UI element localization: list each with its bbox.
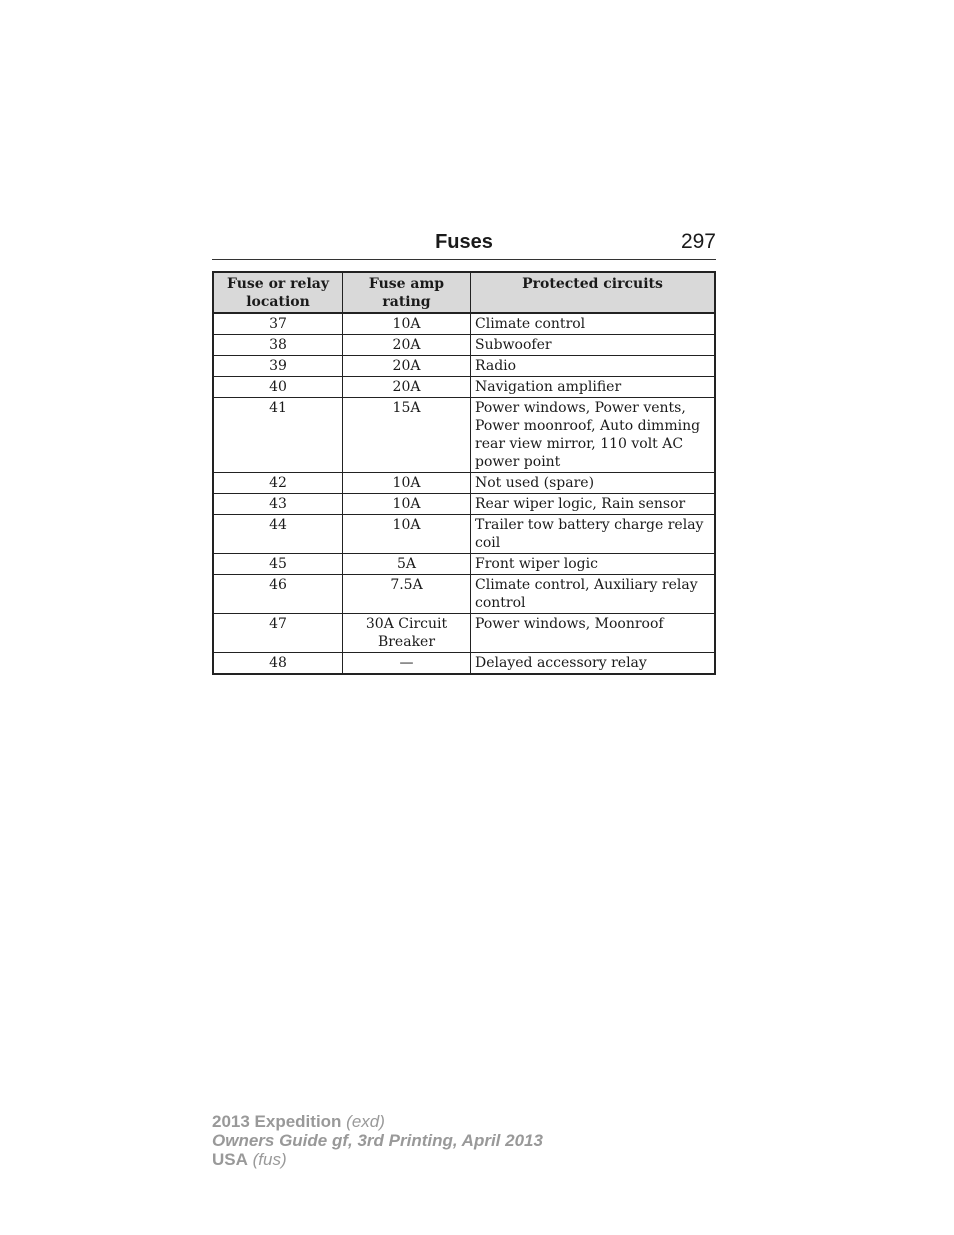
column-header-circuits: Protected circuits [471, 272, 716, 313]
fuse-table [212, 271, 716, 675]
protected-circuits-cell: Not used (spare) [471, 473, 716, 494]
fuse-location-cell: 48 [213, 653, 343, 675]
table-row [213, 575, 715, 614]
column-header-rating: Fuse amp rating [343, 272, 471, 313]
fuse-location-cell: 46 [213, 575, 343, 614]
table-row [213, 377, 715, 398]
table-row [213, 356, 715, 377]
protected-circuits-cell: Climate control [471, 313, 716, 335]
table-row [213, 313, 715, 335]
footer-model-code: (exd) [346, 1112, 385, 1131]
fuse-location-cell: 38 [213, 335, 343, 356]
table-row [213, 473, 715, 494]
footer-market-code: (fus) [252, 1150, 287, 1169]
table-row [213, 494, 715, 515]
fuse-location-cell: 41 [213, 398, 343, 473]
fuse-rating-cell: 10A [343, 494, 471, 515]
protected-circuits-cell: Climate control, Auxiliary relay control [471, 575, 716, 614]
protected-circuits-cell: Front wiper logic [471, 554, 716, 575]
fuse-location-cell: 44 [213, 515, 343, 554]
page-number: 297 [680, 230, 716, 253]
fuse-location-cell: 45 [213, 554, 343, 575]
footer-model-name: 2013 Expedition [212, 1112, 342, 1131]
protected-circuits-cell: Power windows, Moonroof [471, 614, 716, 653]
section-title: Fuses [435, 231, 493, 253]
table-row [213, 515, 715, 554]
fuse-rating-cell: 10A [343, 515, 471, 554]
footer-line-model [212, 1112, 543, 1131]
protected-circuits-cell: Radio [471, 356, 716, 377]
table-row [213, 335, 715, 356]
fuse-rating-cell: 15A [343, 398, 471, 473]
fuse-rating-cell: 5A [343, 554, 471, 575]
fuse-rating-cell: 10A [343, 473, 471, 494]
protected-circuits-cell: Rear wiper logic, Rain sensor [471, 494, 716, 515]
fuse-location-cell: 39 [213, 356, 343, 377]
footer-line-market [212, 1150, 543, 1169]
fuse-location-cell: 47 [213, 614, 343, 653]
fuse-location-cell: 40 [213, 377, 343, 398]
footer-market-name: USA [212, 1150, 248, 1169]
table-row [213, 554, 715, 575]
document-footer [212, 1112, 543, 1169]
table-header-row [213, 272, 715, 313]
table-row [213, 653, 715, 675]
protected-circuits-cell: Power windows, Power vents, Power moonroof, Auto dimming rear view mirror, 110 volt AC power point [471, 398, 716, 473]
protected-circuits-cell: Trailer tow battery charge relay coil [471, 515, 716, 554]
column-header-location: Fuse or relay location [213, 272, 343, 313]
protected-circuits-cell: Subwoofer [471, 335, 716, 356]
fuse-rating-cell: 30A Circuit Breaker [343, 614, 471, 653]
table-row [213, 398, 715, 473]
protected-circuits-cell: Navigation amplifier [471, 377, 716, 398]
fuse-rating-cell: 20A [343, 377, 471, 398]
fuse-rating-cell: 20A [343, 335, 471, 356]
fuse-location-cell: 42 [213, 473, 343, 494]
protected-circuits-cell: Delayed accessory relay [471, 653, 716, 675]
fuse-rating-cell: — [343, 653, 471, 675]
table-row [213, 614, 715, 653]
fuse-location-cell: 37 [213, 313, 343, 335]
footer-line-printing: Owners Guide gf, 3rd Printing, April 2013 [212, 1131, 543, 1150]
fuse-rating-cell: 7.5A [343, 575, 471, 614]
fuse-rating-cell: 10A [343, 313, 471, 335]
page-header [212, 229, 716, 260]
fuse-location-cell: 43 [213, 494, 343, 515]
fuse-rating-cell: 20A [343, 356, 471, 377]
